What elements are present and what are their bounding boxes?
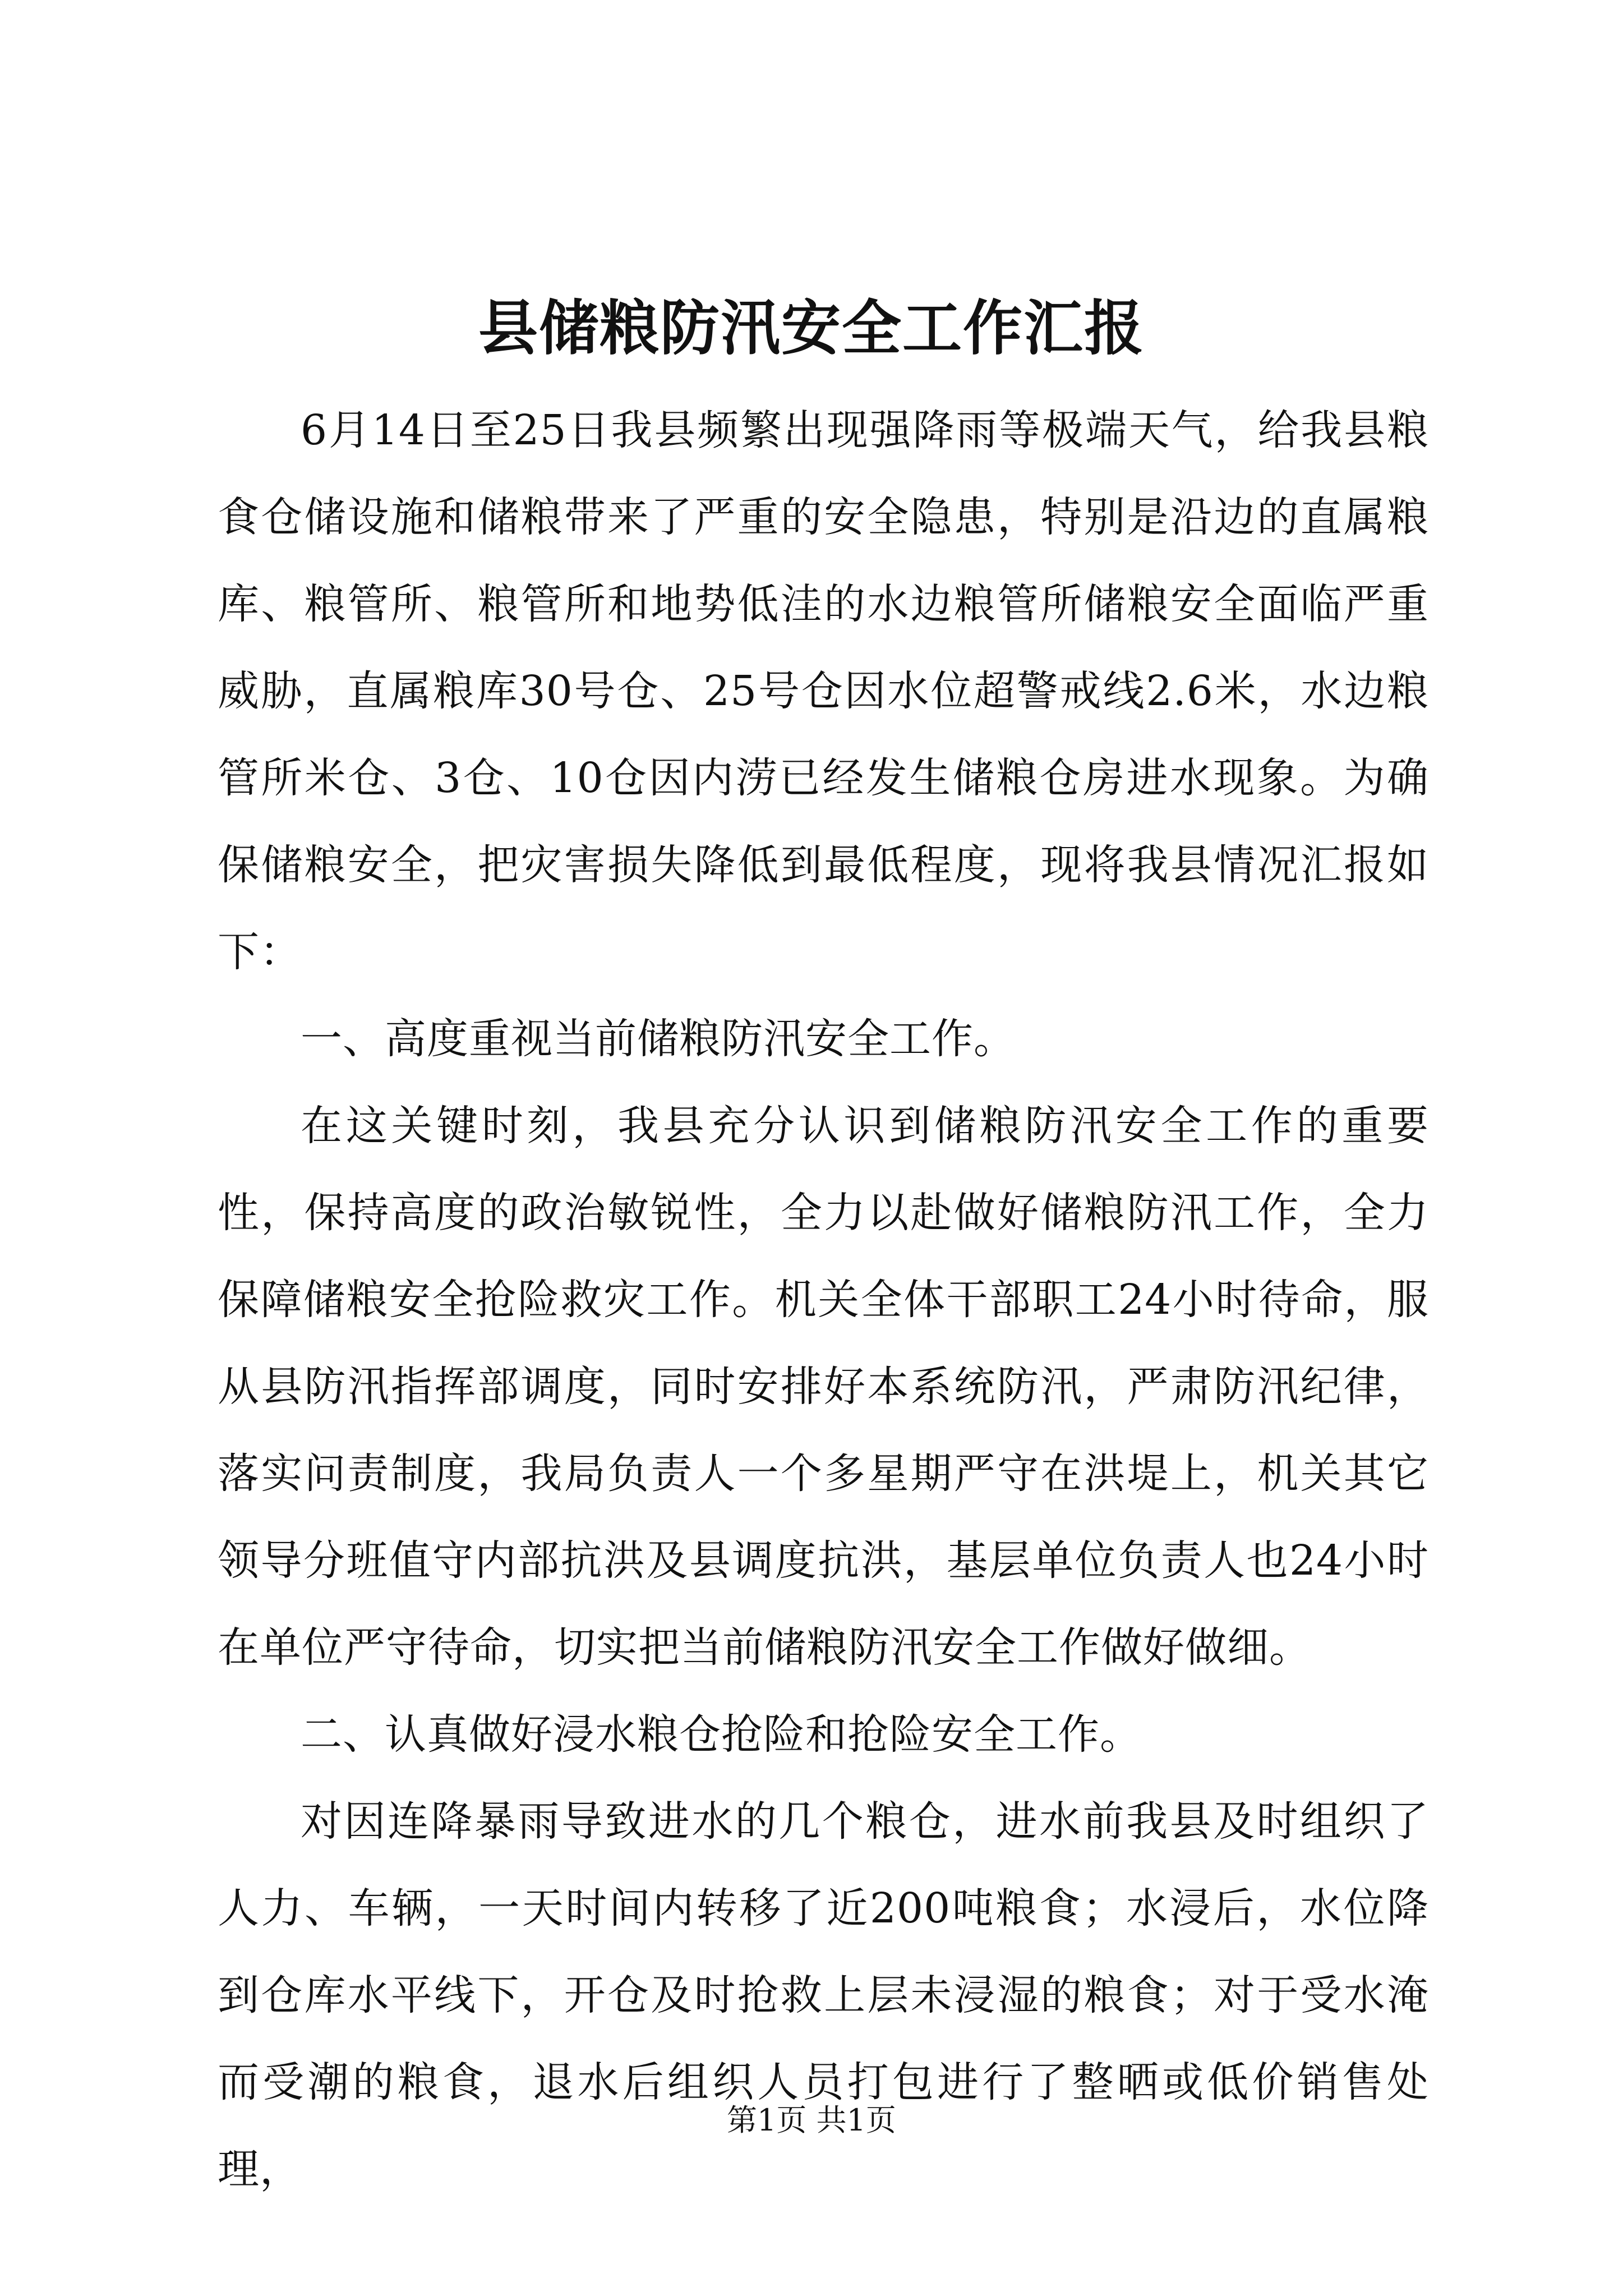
document-title: 县储粮防汛安全工作汇报	[478, 293, 1145, 363]
paragraph-section-1: 在这关键时刻，我县充分认识到储粮防汛安全工作的重要性，保持高度的政治敏锐性，全力以赴做好储粮防汛工作，全力保障储粮安全抢险救灾工作。机关全体干部职工24小时待命，服从县防汛指挥部调度，同时安排好本系统防汛，严肃防汛纪律，落实问责制度，我局负责人一个多星期严守在洪堤上，机关其它领导分班值守内部抗洪及县调度抗洪，基层单位负责人也24小时在单位严守待命，切实把当前储粮防汛安全工作做好做细。	[218, 1102, 1429, 1672]
section-heading-2: 二、认真做好浸水粮仓抢险和抢险安全工作。	[301, 1710, 1142, 1759]
section-heading-1: 一、高度重视当前储粮防汛安全工作。	[301, 1015, 1016, 1063]
paragraph-section-2: 对因连降暴雨导致进水的几个粮仓，进水前我县及时组织了人力、车辆，一天时间内转移了近200吨粮食；水浸后，水位降到仓库水平线下，开仓及时抢救上层未浸湿的粮食；对于受水淹而受潮的粮食，退水后组织人员打包进行了整晒或低价销售处理，	[218, 1797, 1429, 2193]
page-footer: 第1页 共1页	[727, 2102, 896, 2138]
paragraph-intro: 6月14日至25日我县频繁出现强降雨等极端天气，给我县粮食仓储设施和储粮带来了严重的安全隐患，特别是沿边的直属粮库、粮管所、粮管所和地势低洼的水边粮管所储粮安全面临严重威胁，直属粮库30号仓、25号仓因水位超警戒线2.6米，水边粮管所米仓、3仓、10仓因内涝已经发生储粮仓房进水现象。为确保储粮安全，把灾害损失降低到最低程度，现将我县情况汇报如下：	[218, 406, 1429, 976]
document-body	[218, 387, 1429, 2213]
